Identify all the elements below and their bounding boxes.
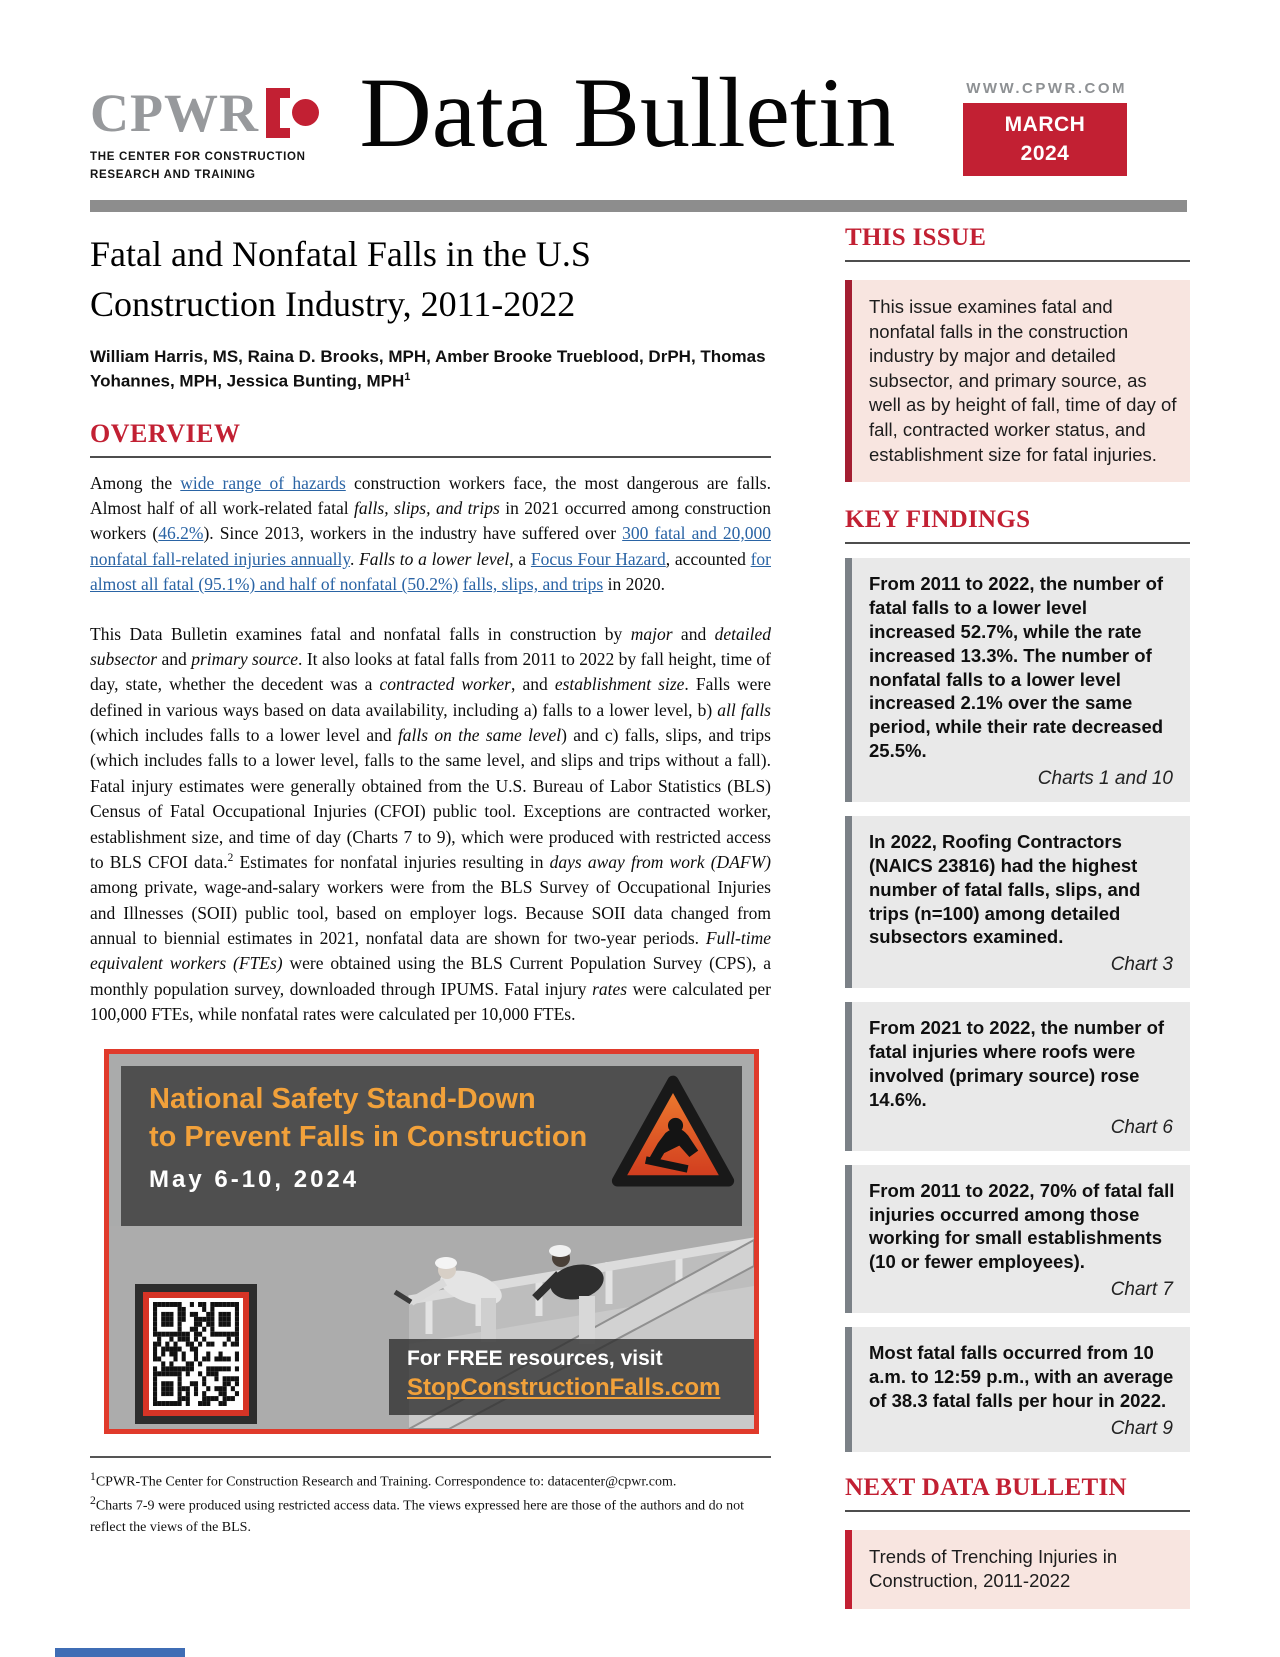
cpwr-logo-text: CPWR — [90, 83, 259, 143]
logo-tagline-line2: RESEARCH AND TRAINING — [90, 168, 256, 181]
key-finding-text: From 2011 to 2022, the number of fatal falls to a lower level increased 52.7%, while the rate increased 13.3%. The number of nonfatal falls to a lower level increased 2.1% over the same period, while their rate decreased 25.5%. — [869, 573, 1164, 762]
banner-title-line2: to Prevent Falls in Construction — [149, 1120, 588, 1153]
key-finding-text: In 2022, Roofing Contractors (NAICS 23816) had the highest number of fatal falls, slips, and trips (n=100) among detailed subsectors examined. — [869, 831, 1141, 948]
inline-link[interactable]: falls, slips, and trips — [462, 574, 604, 595]
issue-year: 2024 — [1020, 141, 1070, 165]
issue-month: MARCH — [1004, 113, 1086, 137]
bottom-page-edge-strip — [55, 1648, 185, 1657]
footnote-1-text: CPWR-The Center for Construction Research and Training. Correspondence to: datacenter@cpwr.com. — [95, 1474, 677, 1490]
masthead-title: Data Bulletin — [359, 57, 896, 168]
article-authors: William Harris, MS, Raina D. Brooks, MPH, Amber Brooke Trueblood, DrPH, Thomas Yohannes, MPH, Jessica Bunting, MPH$^1$ — [90, 346, 766, 392]
stop-construction-falls-link[interactable]: StopConstructionFalls.com — [407, 1373, 721, 1401]
issue-date-badge — [963, 103, 1127, 176]
main-article-column — [90, 229, 771, 1538]
footnote-divider — [90, 1456, 771, 1458]
footnotes — [90, 1468, 771, 1538]
qr-code-red-frame — [143, 1292, 249, 1416]
sidebar — [845, 224, 1190, 1609]
key-finding-box-1 — [845, 558, 1190, 802]
key-finding-chart-ref: Charts 1 and 10 — [1037, 768, 1173, 790]
website-link[interactable]: WWW.CPWR.COM — [966, 80, 1127, 97]
logo-tagline-line1: THE CENTER FOR CONSTRUCTION — [90, 151, 306, 163]
falling-worker-warning-triangle-icon — [610, 1066, 736, 1200]
next-data-bulletin-heading: NEXT DATA BULLETIN — [845, 1473, 1127, 1501]
header-divider-bar — [90, 200, 1187, 212]
this-issue-rule — [845, 260, 1190, 262]
qr-code — [135, 1284, 257, 1424]
key-finding-box-3 — [845, 1002, 1190, 1150]
key-findings-heading: KEY FINDINGS — [845, 506, 1031, 534]
inline-link[interactable]: Focus Four Hazard — [530, 548, 666, 569]
key-finding-box-5 — [845, 1327, 1190, 1452]
banner-dates: May 6-10, 2024 — [149, 1166, 360, 1194]
cpwr-logo — [90, 83, 319, 185]
inline-link[interactable]: wide range of hazards — [180, 472, 346, 493]
key-findings-rule — [845, 542, 1190, 544]
banner-cta-text: For FREE resources, visit — [407, 1346, 663, 1370]
footnote-2-mark: 2 — [90, 1494, 96, 1508]
key-finding-chart-ref: Chart 6 — [1110, 1116, 1173, 1138]
article-title-line1: Fatal and Nonfatal Falls in the U.S — [90, 234, 591, 274]
qr-code-white-frame — [149, 1298, 243, 1410]
overview-paragraph-1: Among the wide range of hazards construction workers face, the most dangerous are falls. Almost half of all work-related fatal falls, slips, and trips in 2021 occurred among construction workers (46.2%). Since 2013, workers in the industry have suffered over 300 fatal and 20,000 nonfatal fall-related injuries annually. Falls to a lower level, a Focus Four Hazard, accounted for almost all fatal (95.1%) and half of nonfatal (50.2%) falls, slips, and trips in 2020. — [90, 472, 772, 595]
key-finding-box-2 — [845, 816, 1190, 988]
article-title-line2: Construction Industry, 2011-2022 — [90, 284, 576, 325]
banner-cta-bar — [389, 1339, 754, 1415]
inline-link[interactable]: 46.2% — [158, 523, 204, 544]
safety-stand-down-banner — [104, 1049, 759, 1434]
key-finding-chart-ref: Chart 3 — [1110, 954, 1173, 976]
overview-rule — [90, 456, 771, 458]
banner-title-line1: National Safety Stand-Down — [149, 1082, 536, 1115]
logo-bracket-shape — [266, 88, 290, 138]
overview-paragraph-2: This Data Bulletin examines fatal and nonfatal falls in construction by major and detailed subsector and primary source. It also looks at fatal falls from 2011 to 2022 by fall height, time of day, state, whether the decedent was a contracted worker, and establishment size. Falls were defined in various ways based on data availability, including a) falls to a lower level, b) all falls (which includes falls to a lower level and falls on the same level) and c) falls, slips, and trips (which includes falls to a lower level, falls to the same level, and slips and trips without a fall). Fatal injury estimates were generally obtained from the U.S. Bureau of Labor Statistics (BLS) Census of Fatal Occupational Injuries (CFOI) public tool. Exceptions are contracted worker, establishment size, and time of day (Charts 7 to 9), which were produced with restricted access to BLS CFOI data.$^2$ Estimates for nonfatal injuries resulting in days away from work (DAFW) among private, wage-and-salary workers were from the BLS Survey of Occupational Injuries and Illnesses (SOII) public tool, based on employer logs. Because SOII data changed from annual to biennial estimates in 2021, nonfatal data are shown for two-year periods. Full-time equivalent workers (FTEs) were obtained using the BLS Current Population Survey (CPS), a monthly population survey, downloaded through IPUMS. Fatal injury rates were calculated per 100,000 FTEs, while nonfatal rates were calculated per 10,000 FTEs. — [90, 623, 772, 1025]
key-finding-chart-ref: Chart 7 — [1110, 1279, 1173, 1301]
this-issue-heading: THIS ISSUE — [845, 224, 987, 251]
overview-heading: OVERVIEW — [90, 418, 241, 448]
next-data-bulletin-box: Trends of Trenching Injuries in Construction, 2011-2022 — [845, 1530, 1190, 1609]
this-issue-box: This issue examines fatal and nonfatal falls in the construction industry by major and detailed subsector, and primary source, as well as by height of fall, time of day of fall, contracted worker status, and establishment size for fatal injuries. — [845, 280, 1190, 482]
footnote-2 — [90, 1492, 771, 1538]
next-data-bulletin-rule — [845, 1510, 1190, 1512]
inline-link[interactable]: 300 fatal and 20,000 nonfatal fall-related injuries annually — [90, 523, 771, 569]
footnote-1-mark: 1 — [90, 1469, 96, 1483]
key-finding-text: From 2021 to 2022, the number of fatal injuries where roofs were involved (primary source) rose 14.6%. — [869, 1017, 1165, 1110]
cpwr-logo-tagline — [90, 149, 319, 185]
key-finding-chart-ref: Chart 9 — [1110, 1417, 1173, 1439]
key-finding-text: From 2011 to 2022, 70% of fatal fall injuries occurred among those working for small establishments (10 or fewer employees). — [869, 1179, 1175, 1273]
key-finding-text: Most fatal falls occurred from 10 a.m. to 12:59 p.m., with an average of 38.3 fatal falls per hour in 2022. — [869, 1342, 1174, 1411]
footnote-2-text: Charts 7-9 were produced using restricted access data. The views expressed here are those of the authors and do not reflect the views of the BLS. — [90, 1498, 745, 1535]
article-title — [90, 229, 771, 330]
footnote-1 — [90, 1468, 771, 1493]
key-finding-box-4 — [845, 1165, 1190, 1313]
inline-link[interactable]: for almost all fatal (95.1%) and half of nonfatal (50.2%) — [90, 548, 771, 595]
